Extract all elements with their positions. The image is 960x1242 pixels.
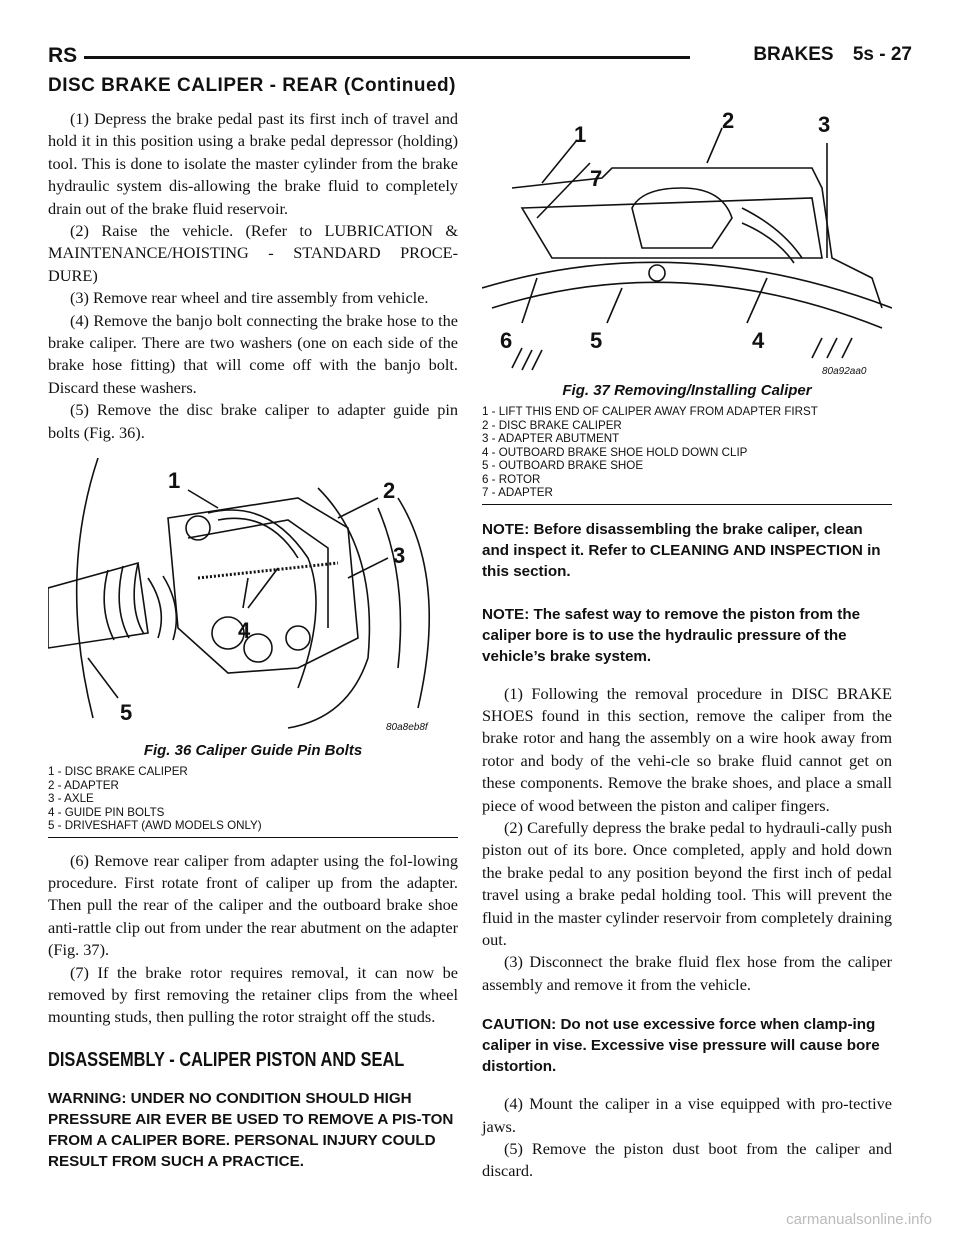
fig36-code: 80a8eb8f xyxy=(386,722,428,734)
fig37-code: 80a92aa0 xyxy=(822,366,867,377)
fig37-callout-4: 4 xyxy=(752,328,765,353)
step-2: (2) Raise the vehicle. (Refer to LUBRICATION & MAINTENANCE/HOISTING - STANDARD PROCE-DURE) xyxy=(48,221,458,285)
figure-36 xyxy=(48,458,458,838)
fig36-callout-5: 5 xyxy=(120,700,133,726)
fig37-callout-3: 3 xyxy=(818,112,831,137)
figure-37-legend xyxy=(482,405,892,505)
fig37-legend-item: 4 - OUTBOARD BRAKE SHOE HOLD DOWN CLIP xyxy=(482,445,748,459)
fig37-callout-7: 7 xyxy=(590,166,603,191)
figure-37 xyxy=(482,108,892,505)
fig37-callout-1: 1 xyxy=(574,122,587,147)
warning-text: WARNING: UNDER NO CONDITION SHOULD HIGH PRESSURE AIR EVER BE USED TO REMOVE A PIS-TON FROM A CALIPER BORE. PERSONAL INJURY COULD RESULT FROM SUCH A PRACTICE. xyxy=(48,1089,454,1170)
right-column xyxy=(482,108,892,1183)
header-section: BRAKES xyxy=(753,44,834,65)
note-before-disassembling: NOTE: Before disassembling the brake caliper, clean and inspect it. Refer to CLEANING AND INSPECTION in this section. xyxy=(482,520,881,580)
fig37-legend-item: 7 - ADAPTER xyxy=(482,486,553,499)
fig36-legend-item: 1 - DISC BRAKE CALIPER xyxy=(48,765,188,779)
disassembly-step-5: (5) Remove the piston dust boot from the caliper and discard. xyxy=(482,1139,892,1181)
note-safest-way: NOTE: The safest way to remove the piston from the caliper bore is to use the hydraulic pressure of the vehicle’s brake system. xyxy=(482,605,861,665)
fig37-legend-item: 5 - OUTBOARD BRAKE SHOE xyxy=(482,459,644,472)
disassembly-step-3: (3) Disconnect the brake fluid flex hose from the caliper assembly and remove it from the vehicle. xyxy=(482,952,892,994)
continued-title: DISC BRAKE CALIPER - REAR (Continued) xyxy=(48,75,456,96)
page-header xyxy=(48,38,912,68)
step-6: (6) Remove rear caliper from adapter using the fol-lowing procedure. First rotate front of caliper up from the adapter. Then pull the rear of the caliper and the outboard brake shoe anti-rattle clip out from under the rear abutment on the adapter (Fig. 37). xyxy=(48,850,458,960)
watermark: carmanualsonline.info xyxy=(786,1211,932,1228)
disassembly-step-1: (1) Following the removal procedure in DISC BRAKE SHOES found in this section, remove the caliper from the brake rotor and hang the assembly on a wire hook away from rotor and body of the vehi-cle so brake fluid cannot get on these components. Remove the brake shoes, and place a small piece of wood between the piston and caliper fingers. xyxy=(482,683,892,815)
fig37-callout-2: 2 xyxy=(722,108,735,133)
fig36-legend-item: 4 - GUIDE PIN BOLTS xyxy=(48,805,165,819)
figure-37-illustration xyxy=(482,108,892,378)
header-model-code: RS xyxy=(48,44,78,67)
fig37-callout-5: 5 xyxy=(590,328,603,353)
fig36-callout-3: 3 xyxy=(393,543,406,569)
figure-36-legend xyxy=(48,765,458,838)
fig36-callout-4: 4 xyxy=(238,618,251,644)
step-5: (5) Remove the disc brake caliper to adapter guide pin bolts (Fig. 36). xyxy=(48,400,458,442)
fig37-legend-item: 2 - DISC BRAKE CALIPER xyxy=(482,418,622,432)
step-1: (1) Depress the brake pedal past its first inch of travel and hold it in this position using a brake pedal depressor (holding) tool. This is done to isolate the master cylinder from the brake hydraulic system dis-allowing the brake fluid to completely drain out of the brake fluid reservoir. xyxy=(48,109,458,218)
step-7: (7) If the brake rotor requires removal, it can now be removed by first removing the retainer clips from the wheel mounting studs, then pulling the rotor straight off the studs. xyxy=(48,962,458,1027)
fig36-legend-item: 3 - AXLE xyxy=(48,792,94,806)
header-right xyxy=(739,44,912,66)
fig37-callout-6: 6 xyxy=(500,328,513,353)
fig37-legend-item: 1 - LIFT THIS END OF CALIPER AWAY FROM ADAPTER FIRST xyxy=(482,405,818,418)
disassembly-step-2: (2) Carefully depress the brake pedal to hydrauli-cally push piston out of its bore. Once completed, apply and hold down the brake pedal to any position beyond the first inch of pedal travel using a brake pedal holding tool. This will prevent the fluid in the master cylinder reservoir from completely draining out. xyxy=(482,817,892,949)
step-4: (4) Remove the banjo bolt connecting the brake hose to the brake caliper. There are two washers (one on each side of the brake hose fitting) that will come off with the banjo bolt. Discard these washers. xyxy=(48,310,458,397)
figure-37-caption: Fig. 37 Removing/Installing Caliper xyxy=(562,382,812,399)
fig37-legend-item: 3 - ADAPTER ABUTMENT xyxy=(482,432,620,445)
fig36-callout-1: 1 xyxy=(168,468,181,494)
fig36-callout-2: 2 xyxy=(383,478,396,504)
header-page-number: 5s - 27 xyxy=(852,44,912,65)
header-rule xyxy=(84,56,690,59)
fig37-legend-item: 6 - ROTOR xyxy=(482,472,541,486)
step-3: (3) Remove rear wheel and tire assembly from vehicle. xyxy=(70,288,429,308)
left-column xyxy=(48,108,458,1172)
caution-text: CAUTION: Do not use excessive force when clamp-ing caliper in vise. Excessive vise pressure will cause bore distortion. xyxy=(482,1016,880,1076)
figure-36-caption: Fig. 36 Caliper Guide Pin Bolts xyxy=(143,742,363,760)
disassembly-step-4: (4) Mount the caliper in a vise equipped with pro-tective jaws. xyxy=(482,1094,892,1136)
figure-36-illustration xyxy=(48,458,458,738)
fig36-legend-item: 2 - ADAPTER xyxy=(48,778,119,792)
section-heading-disassembly: DISASSEMBLY - CALIPER PISTON AND SEAL xyxy=(48,1048,405,1071)
fig36-legend-item: 5 - DRIVESHAFT (AWD MODELS ONLY) xyxy=(48,819,262,833)
